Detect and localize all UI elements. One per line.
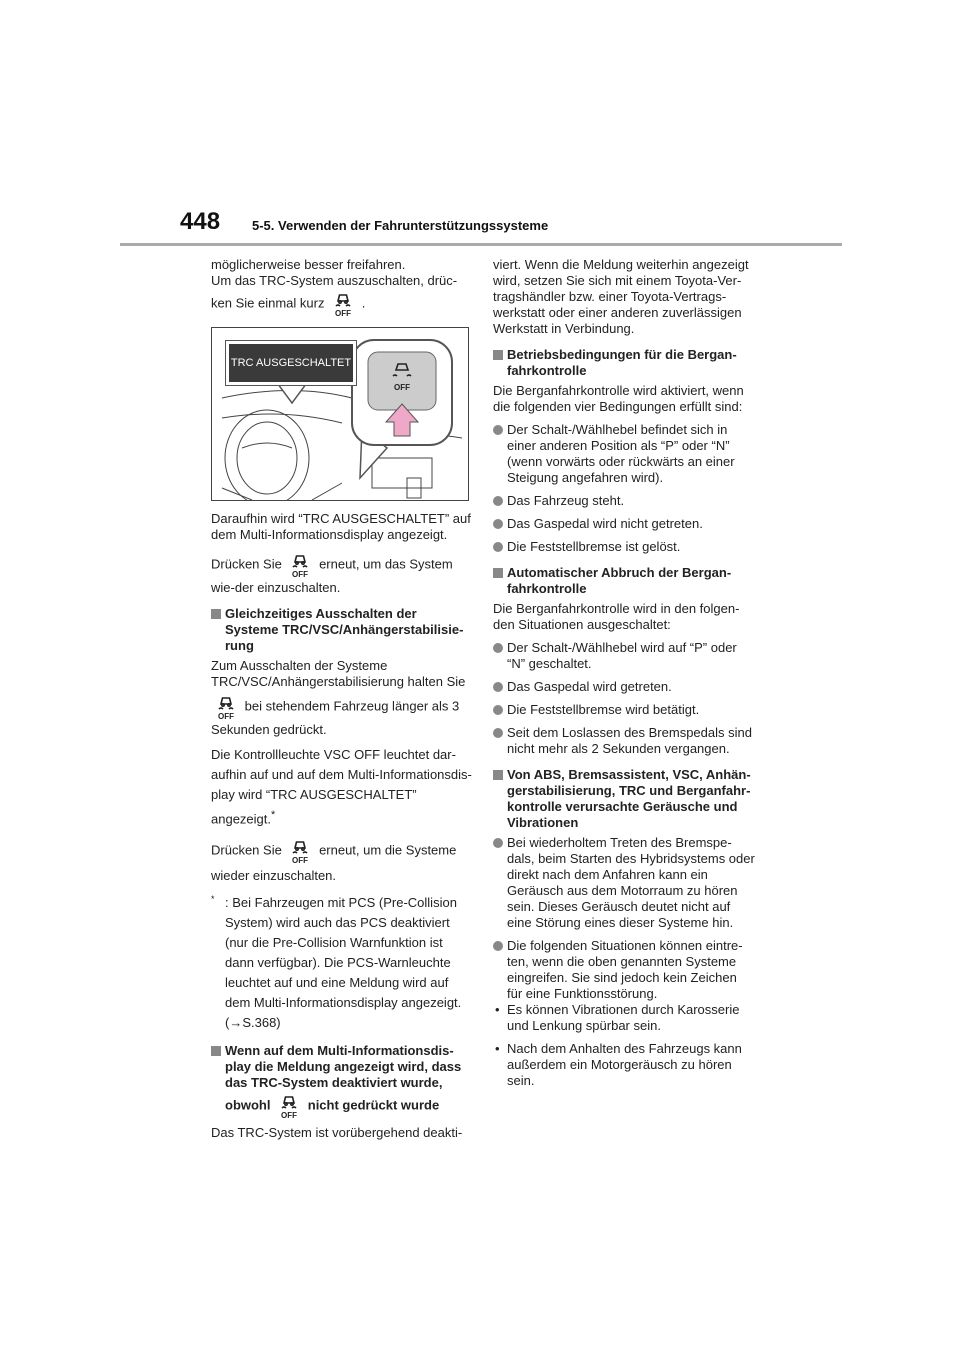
subheading: Betriebsbedingungen für die Bergan-fahrkontrolle — [493, 347, 755, 379]
subheading — [211, 1043, 473, 1121]
svg-text:OFF: OFF — [218, 712, 234, 721]
paragraph: Daraufhin wird “TRC AUSGESCHALTET” auf dem Multi-Informationsdisplay angezeigt. — [211, 511, 471, 542]
text: erneut, um das System wie-der einzuschalten. — [211, 556, 453, 595]
svg-text:OFF: OFF — [394, 383, 410, 392]
bullet-item: Das Gaspedal wird nicht getreten. — [493, 516, 755, 532]
paragraph: Die Berganfahrkontrolle wird in den folgen-den Situationen ausgeschaltet: — [493, 601, 740, 632]
slip-car-off-icon — [276, 1091, 302, 1121]
paragraph — [211, 692, 473, 738]
footnote-mark: * — [271, 809, 276, 821]
text: : Bei Fahrzeugen mit PCS (Pre-Collision System) wird auch das PCS deaktiviert (nur die Pre-Collision Warnfunktion ist dann verfügbar). Die PCS-Warnleuchte leuchtet auf und eine Meldung wird auf dem Multi-Informationsdisplay angezeigt. (→S.368) — [225, 895, 462, 1031]
slip-car-off-icon — [287, 550, 313, 580]
subheading: Gleichzeitiges Ausschalten der Systeme TRC/VSC/Anhängerstabilisie-rung — [211, 606, 473, 654]
text: erneut, um die Systeme wieder einzuschalten. — [211, 842, 457, 884]
paragraph: viert. Wenn die Meldung weiterhin angezeigt wird, setzen Sie sich mit einem Toyota-Ver-tragshändler bzw. einer Toyota-Vertrags-werkstatt oder einer anderen zuverlässigen Werkstatt in Verbindung. — [493, 257, 749, 336]
text: . — [361, 295, 366, 311]
svg-text:OFF: OFF — [292, 856, 309, 866]
footnote-mark: * — [211, 894, 215, 905]
subheading: Automatischer Abbruch der Bergan-fahrkontrolle — [493, 565, 755, 597]
text: möglicherweise besser freifahren. — [211, 257, 406, 272]
subheading: Von ABS, Bremsassistent, VSC, Anhän-gerstabilisierung, TRC und Berganfahr-kontrolle verursachte Geräusche und Vibrationen — [493, 767, 755, 831]
bullet-item: Das Gaspedal wird getreten. — [493, 679, 755, 695]
dash-item: • Es können Vibrationen durch Karosserie und Lenkung spürbar sein. — [493, 1002, 755, 1034]
dashboard-figure — [211, 327, 469, 501]
bullet-item: Die Feststellbremse ist gelöst. — [493, 539, 755, 555]
bullet-item: Das Fahrzeug steht. — [493, 493, 755, 509]
trc-off-display: TRC AUSGESCHALTET — [226, 341, 356, 385]
bullet-item: Die folgenden Situationen können eintre-ten, wenn die oben genannten Systeme eingreifen. Sie sind jedoch kein Zeichen für eine Funktionsstörung. — [493, 938, 755, 1002]
paragraph — [211, 745, 473, 829]
svg-text:OFF: OFF — [292, 570, 309, 579]
bullet-item: Der Schalt-/Wählhebel wird auf “P” oder “N” geschaltet. — [493, 640, 755, 672]
text: ken Sie einmal kurz — [211, 295, 325, 311]
dash-item: • Nach dem Anhalten des Fahrzeugs kann außerdem ein Motorgeräusch zu hören sein. — [493, 1041, 755, 1089]
slip-car-off-icon — [330, 289, 356, 319]
text: bei stehendem Fahrzeug länger als 3 Sekunden gedrückt. — [211, 698, 460, 737]
text: obwohl — [225, 1097, 271, 1113]
page-number: 448 — [180, 208, 221, 235]
footnote — [211, 893, 473, 1033]
paragraph: Die Berganfahrkontrolle wird aktiviert, wenn die folgenden vier Bedingungen erfüllt sind: — [493, 383, 744, 414]
text: nicht gedrückt wurde — [307, 1097, 440, 1113]
text: Um das TRC-System auszuschalten, drüc- — [211, 273, 458, 288]
slip-car-off-icon — [287, 836, 313, 866]
bullet-item: Die Feststellbremse wird betätigt. — [493, 702, 755, 718]
svg-text:OFF: OFF — [281, 1111, 298, 1121]
bullet-item: Bei wiederholtem Treten des Bremspe-dals, beim Starten des Hybridsystems oder direkt nach dem Anfahren kann ein Geräusch aus dem Motorraum zu hören sein. Dieses Geräusch deutet nicht auf eine Störung eines dieser Systeme hin. — [493, 835, 755, 931]
bullet-item: Der Schalt-/Wählhebel befindet sich in einer anderen Position als “P” oder “N” (wenn vorwärts oder rückwärts an einer Steigung angefahren wird). — [493, 422, 755, 486]
section-title: 5-5. Verwenden der Fahrunterstützungssysteme — [252, 218, 549, 233]
text: Drücken Sie — [211, 842, 282, 858]
paragraph — [211, 257, 473, 319]
text: Drücken Sie — [211, 556, 282, 572]
text: Wenn auf dem Multi-Informationsdis-play die Meldung angezeigt wird, dass das TRC-System deaktiviert wurde, — [225, 1043, 462, 1091]
paragraph — [211, 550, 473, 596]
paragraph: Zum Ausschalten der Systeme TRC/VSC/Anhängerstabilisierung halten Sie — [211, 658, 466, 689]
bullet-item: Seit dem Loslassen des Bremspedals sind nicht mehr als 2 Sekunden vergangen. — [493, 725, 755, 757]
right-column — [493, 257, 755, 1096]
paragraph: Das TRC-System ist vorübergehend deakti- — [211, 1125, 463, 1141]
text: Die Kontrollleuchte VSC OFF leuchtet dar-aufhin auf und auf dem Multi-Informationsdis-play wird “TRC AUSGESCHALTET” angezeigt. — [211, 747, 472, 827]
header-rule — [120, 243, 842, 246]
left-column — [211, 257, 473, 1148]
svg-text:OFF: OFF — [335, 309, 352, 318]
paragraph — [211, 836, 473, 886]
slip-car-off-icon — [213, 692, 239, 722]
